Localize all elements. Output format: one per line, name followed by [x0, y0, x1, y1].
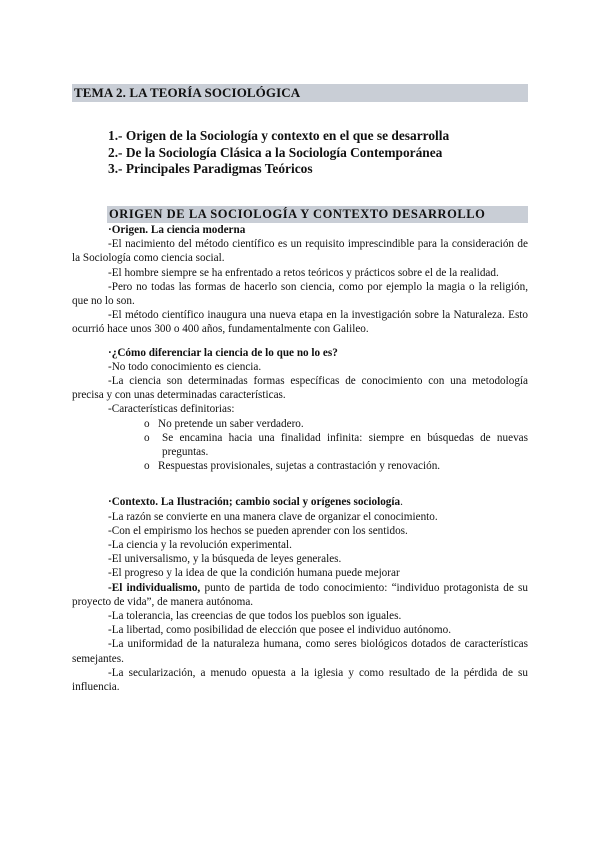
paragraph: -El método científico inaugura una nueva etapa en la investigación sobre la Naturaleza. Esto ocurrió hace unos 300 o 400 años, fundamentalmente con Galileo.: [72, 309, 528, 336]
paragraph: -El universalismo, y la búsqueda de leyes generales.: [108, 553, 342, 566]
bullet-icon: o: [144, 431, 150, 444]
toc-item: 1.- Origen de la Sociología y contexto en el que se desarrolla: [108, 128, 450, 143]
list-item: [72, 431, 528, 459]
paragraph: -No todo conocimiento es ciencia.: [108, 360, 262, 373]
list-item-text: Se encamina hacia una finalidad infinita: siempre en búsquedas de nuevas preguntas.: [162, 431, 528, 459]
toc-item: 2.- De la Sociología Clásica a la Sociología Contemporánea: [108, 144, 443, 160]
paragraph: -La razón se convierte en una manera clave de organizar el conocimiento.: [108, 510, 438, 523]
document-body: [72, 223, 528, 694]
origen-heading: ·Origen. La ciencia moderna: [108, 224, 246, 236]
diferenciar-heading: ·¿Cómo diferenciar la ciencia de lo que no lo es?: [108, 346, 338, 359]
bullet-icon: o: [144, 460, 150, 473]
paragraph: -El progreso y la idea de que la condición humana puede mejorar: [108, 567, 400, 580]
list-item: [72, 417, 528, 431]
paragraph: -Con el empirismo los hechos se pueden aprender con los sentidos.: [108, 524, 408, 537]
paragraph: -La tolerancia, las creencias de que todos los pueblos son iguales.: [108, 610, 402, 623]
section-title: ORIGEN DE LA SOCIOLOGÍA Y CONTEXTO DESARROLLO: [107, 206, 528, 223]
contexto-heading: ·Contexto. La Ilustración; cambio social y orígenes sociología.: [108, 496, 403, 509]
bullet-icon: o: [144, 417, 150, 430]
paragraph-individualismo: -El individualismo, punto de partida de todo conocimiento: “individuo protagonista de su proyecto de vida”, de manera autónoma.: [72, 581, 528, 608]
paragraph: -La ciencia son determinadas formas específicas de conocimiento con una metodología precisa y con unas determinadas características.: [72, 375, 528, 402]
paragraph: -La libertad, como posibilidad de elección que posee el individuo autónomo.: [108, 624, 451, 637]
paragraph: -El hombre siempre se ha enfrentado a retos teóricos y prácticos sobre el de la realidad.: [108, 266, 499, 279]
paragraph: -La ciencia y la revolución experimental.: [108, 539, 292, 552]
paragraph: -El nacimiento del método científico es un requisito imprescindible para la consideración de la Sociología como ciencia social.: [72, 238, 528, 265]
list-item-text: Respuestas provisionales, sujetas a contrastación y renovación.: [158, 460, 441, 473]
paragraph: -La secularización, a menudo opuesta a la iglesia y como resultado de la pérdida de su influencia.: [72, 666, 528, 694]
list-item: [72, 459, 528, 473]
paragraph: -Pero no todas las formas de hacerlo son ciencia, como por ejemplo la magia o la religión, que no lo son.: [72, 280, 528, 308]
document-title: TEMA 2. LA TEORÍA SOCIOLÓGICA: [72, 84, 528, 102]
paragraph: -La uniformidad de la naturaleza humana, como seres biológicos dotados de características semejantes.: [72, 638, 528, 665]
paragraph: -Características definitorias:: [108, 403, 235, 416]
toc-item: 3.- Principales Paradigmas Teóricos: [108, 161, 313, 176]
table-of-contents: [108, 128, 528, 178]
list-item-text: No pretende un saber verdadero.: [158, 417, 304, 430]
